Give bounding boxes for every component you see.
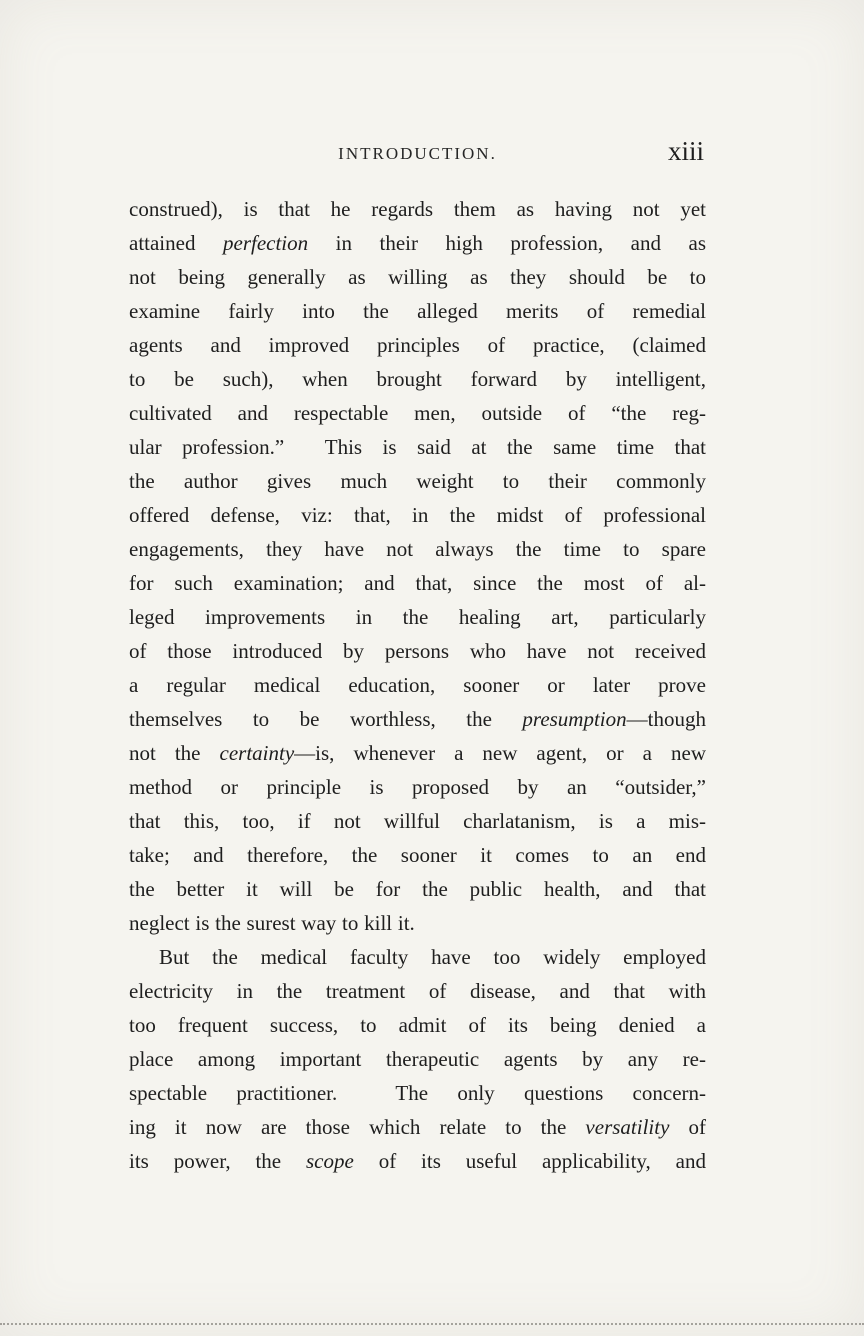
text-segment: of those introduced by persons who have not received — [129, 639, 706, 663]
text-line — [129, 668, 706, 702]
text-segment: neglect is the surest way to kill it. — [129, 911, 415, 935]
text-segment: electricity in the treatment of disease, and that with — [129, 979, 706, 1003]
text-line — [129, 940, 706, 974]
text-segment: its power, the — [129, 1149, 306, 1173]
text-line — [129, 702, 706, 736]
text-segment: engagements, they have not always the time to spare — [129, 537, 706, 561]
text-segment: themselves to be worthless, the — [129, 707, 523, 731]
text-line — [129, 464, 706, 498]
text-segment: of its useful applicability, and — [353, 1149, 706, 1173]
text-segment: But the medical faculty have too widely employed — [159, 945, 706, 969]
text-segment: too frequent success, to admit of its being denied a — [129, 1013, 706, 1037]
text-line — [129, 1042, 706, 1076]
paragraph — [129, 940, 706, 1178]
text-segment: not the — [129, 741, 220, 765]
text-line — [129, 1144, 706, 1178]
text-line — [129, 396, 706, 430]
text-segment: method or principle is proposed by an “outsider,” — [129, 775, 706, 799]
text-segment: take; and therefore, the sooner it comes to an end — [129, 843, 706, 867]
text-segment: that this, too, if not willful charlatanism, is a mis- — [129, 809, 706, 833]
paragraph — [129, 192, 706, 940]
text-line — [129, 430, 706, 464]
text-segment: of — [669, 1115, 706, 1139]
text-segment: —though — [626, 707, 706, 731]
text-line — [129, 634, 706, 668]
text-segment: a regular medical education, sooner or later prove — [129, 673, 706, 697]
text-line — [129, 260, 706, 294]
text-segment: spectable practitioner. The only questions concern- — [129, 1081, 706, 1105]
text-line — [129, 328, 706, 362]
page-number: xiii — [667, 136, 704, 166]
page-body — [129, 192, 706, 1178]
italic-word: versatility — [585, 1115, 670, 1139]
text-segment: in their high profession, and as — [308, 231, 707, 255]
text-line — [129, 1008, 706, 1042]
text-segment: the author gives much weight to their commonly — [129, 469, 706, 493]
text-line — [129, 498, 706, 532]
text-line — [129, 1110, 706, 1144]
text-segment: for such examination; and that, since the most of al- — [129, 571, 706, 595]
text-segment: the better it will be for the public health, and that — [129, 877, 706, 901]
text-segment: to be such), when brought forward by intelligent, — [129, 367, 706, 391]
text-segment: cultivated and respectable men, outside of “the reg- — [129, 401, 706, 425]
text-segment: offered defense, viz: that, in the midst of professional — [129, 503, 706, 527]
text-segment: attained — [129, 231, 223, 255]
text-segment: leged improvements in the healing art, particularly — [129, 605, 706, 629]
text-line — [129, 906, 706, 940]
text-segment: examine fairly into the alleged merits of remedial — [129, 299, 706, 323]
text-line — [129, 1076, 706, 1110]
page-title: INTRODUCTION. — [338, 144, 497, 163]
text-line — [129, 532, 706, 566]
text-line — [129, 872, 706, 906]
italic-word: presumption — [522, 707, 627, 731]
text-line — [129, 974, 706, 1008]
text-segment: place among important therapeutic agents by any re- — [129, 1047, 706, 1071]
text-segment: ular profession.” This is said at the same time that — [129, 435, 706, 459]
text-line — [129, 838, 706, 872]
text-line — [129, 736, 706, 770]
text-line — [129, 192, 706, 226]
page-bottom-scan-artifact-line — [0, 1323, 864, 1325]
text-line — [129, 804, 706, 838]
running-header — [129, 138, 706, 172]
text-segment: not being generally as willing as they should be to — [129, 265, 706, 289]
italic-word: perfection — [223, 231, 309, 255]
italic-word: certainty — [219, 741, 295, 765]
text-line — [129, 566, 706, 600]
text-line — [129, 770, 706, 804]
text-line — [129, 362, 706, 396]
text-line — [129, 600, 706, 634]
text-segment: ing it now are those which relate to the — [129, 1115, 586, 1139]
italic-word: scope — [306, 1149, 354, 1173]
text-segment: construed), is that he regards them as having not yet — [129, 197, 706, 221]
text-segment: agents and improved principles of practice, (claimed — [129, 333, 706, 357]
text-line — [129, 226, 706, 260]
text-segment: —is, whenever a new agent, or a new — [294, 741, 706, 765]
text-line — [129, 294, 706, 328]
